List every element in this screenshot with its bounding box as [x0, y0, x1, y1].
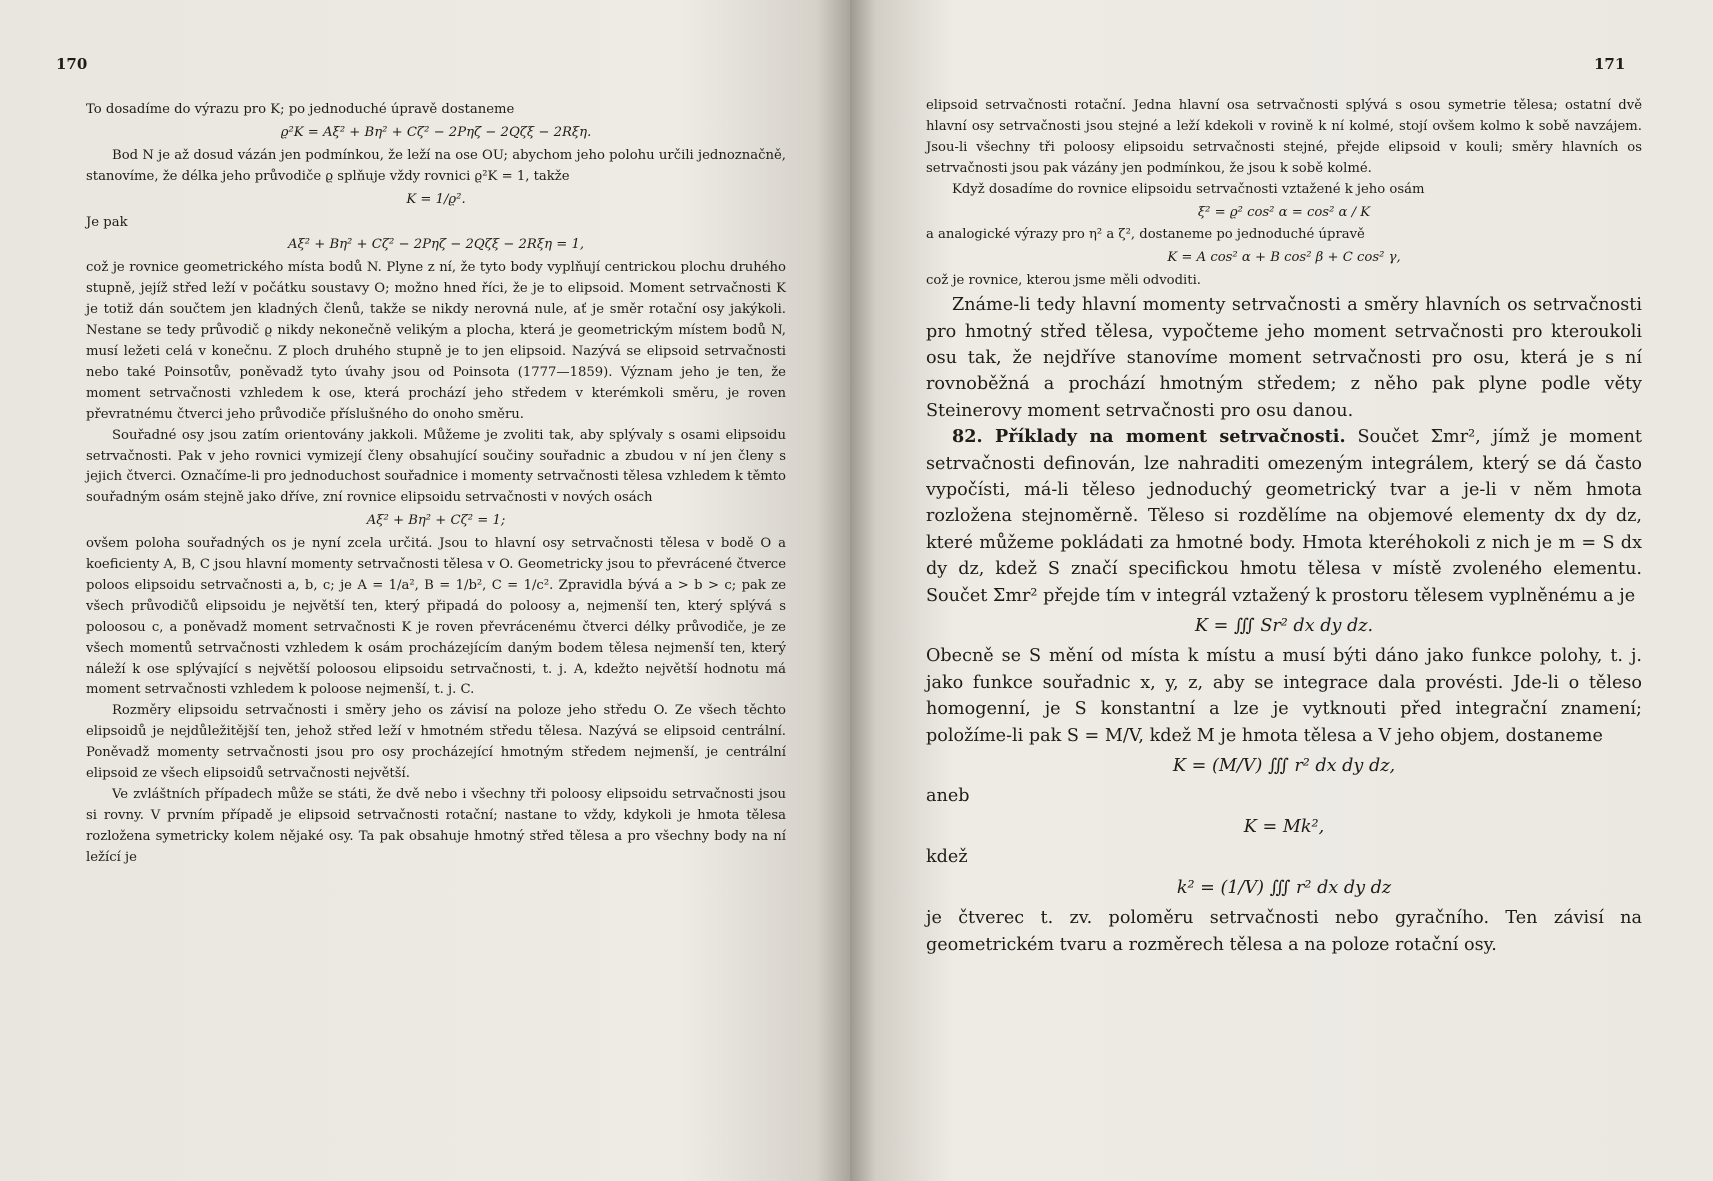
- equation: K = Mk²,: [1243, 816, 1325, 837]
- paragraph: Známe-li tedy hlavní momenty setrvačnosti a směry hlavních os setrvačnosti pro hmotný střed tělesa, vypočteme jeho moment setrvačnosti pro kteroukoli osu tak, že nejdříve stanovíme moment setrvačnosti pro osu, která je s ní rovnoběžná a prochází hmotným středem; z něho pak plyne podle věty Steinerovy moment setrvačnosti pro osu danou.: [926, 295, 1642, 421]
- left-page-text: [86, 100, 786, 869]
- right-page-large-text: [926, 292, 1642, 958]
- paragraph: Když dosadíme do rovnice elipsoidu setrvačnosti vztažené k jeho osám: [952, 181, 1425, 197]
- equation: Aξ² + Bη² + Cζ² = 1;: [366, 513, 506, 529]
- page-number-left: 170: [56, 55, 88, 73]
- section-paragraph: [926, 424, 1642, 609]
- paragraph: Rozměry elipsoidu setrvačnosti i směry jeho os závisí na poloze jeho středu O. Ze všech těchto elipsoidů je nejdůležitější ten, jehož střed leží v hmotném středu tělesa. Nazývá se elipsoid centrální. Poněvadž momenty setrvačnosti jsou pro osy procházející hmotným středem nejmenší, je centrální elipsoid ze všech elipsoidů setrvačnosti největší.: [86, 703, 786, 782]
- equation: Aξ² + Bη² + Cζ² − 2Pηζ − 2Qζξ − 2Rξη = 1,: [287, 237, 585, 253]
- page-number-right: 171: [1594, 55, 1626, 73]
- right-page: [850, 0, 1713, 1181]
- paragraph: ovšem poloha souřadných os je nyní zcela určitá. Jsou to hlavní osy setrvačnosti tělesa v bodě O a koeficienty A, B, C jsou hlavní momenty setrvačnosti tělesa v O. Geometricky jsou to převrácené čtverce poloos elipsoidu setrvačnosti a, b, c; je A = 1/a², B = 1/b², C = 1/c². Zpravidla bývá a > b > c; pak ze všech průvodičů elipsoidu je největší ten, který připadá do poloosy a, nejmenší ten, který splývá s poloosou c, a poněvadž moment setrvačnosti K je roven převrácenému čtverci délky průvodiče, je ze všech momentů setrvačnosti vzhledem k osám procházejícím daným bodem tělesa nejmenší ten, který náleží k ose splývající s největší poloosou elipsoidu setrvačnosti, t. j. A, kdežto největší hodnotu má moment setrvačnosti vzhledem k poloose nejmenší, t. j. C.: [86, 536, 786, 698]
- equation: K = 1/ϱ².: [406, 191, 466, 207]
- right-page-text: [926, 96, 1642, 958]
- paragraph: To dosadíme do výrazu pro K; po jednoduché úpravě dostaneme: [86, 102, 515, 117]
- paragraph: elipsoid setrvačnosti rotační. Jedna hlavní osa setrvačnosti splývá s osou symetrie tělesa; ostatní dvě hlavní osy setrvačnosti jsou stejné a leží kdekoli v rovině k ní kolmé, stojí ovšem kolmo k sobě navzájem. Jsou-li všechny tři poloosy elipsoidu setrvačnosti stejné, přejde elipsoid v kouli; směry hlavních os setrvačnosti jsou pak vázány jen podmínkou, že jsou k sobě kolmé.: [926, 98, 1642, 176]
- equation: K = A cos² α + B cos² β + C cos² γ,: [1167, 250, 1401, 266]
- equation: K = (M/V) ∭ r² dx dy dz,: [1172, 756, 1396, 777]
- equation: K = ∭ Sr² dx dy dz.: [1194, 616, 1374, 637]
- left-page: [0, 0, 850, 1181]
- section-heading: 82. Příklady na moment setrvačnosti.: [952, 426, 1346, 448]
- paragraph: Ve zvláštních případech může se státi, že dvě nebo i všechny tři poloosy elipsoidu setrvačnosti jsou si rovny. V prvním případě je elipsoid setrvačnosti rotační; nastane to vždy, kdykoli je hmota tělesa rozložena symetricky kolem nějaké osy. Ta pak obsahuje hmotný střed tělesa a pro všechny body na ní ležící je: [86, 787, 786, 865]
- paragraph: a analogické výrazy pro η² a ζ², dostaneme po jednoduché úpravě: [926, 227, 1365, 243]
- paragraph-text: Součet Σmr², jímž je moment setrvačnosti definován, lze nahraditi omezeným integrálem, který se dá často vypočísti, má-li těleso jednoduchý geometrický tvar a je-li v něm hmota rozložena stejnoměrně. Těleso si rozdělíme na objemové elementy dx dy dz, které můžeme pokládati za hmotné body. Hmota kteréhokoli z nich je m = S dx dy dz, kdež S značí specifickou hmotu tělesa v místě zvoleného elementu. Součet Σmr² přejde tím v integrál vztažený k prostoru tělesem vyplněnému a je: [926, 427, 1642, 606]
- paragraph: Souřadné osy jsou zatím orientovány jakkoli. Můžeme je zvoliti tak, aby splývaly s osami elipsoidu setrvačnosti. Pak v jeho rovnici vymizejí členy obsahující součiny souřadnic a zbudou v ní jen členy s jejich čtverci. Označíme-li pro jednoduchost souřadnice i momenty setrvačnosti tělesa vzhledem k těmto souřadným osám stejně jako dříve, zní rovnice elipsoidu setrvačnosti v nových osách: [86, 427, 786, 506]
- paragraph: Obecně se S mění od místa k místu a musí býti dáno jako funkce polohy, t. j. jako funkce souřadnic x, y, z, aby se integrace dala provésti. Jde-li o těleso homogenní, je S konstantní a lze je vytknouti před integrační znamení; položíme-li pak S = M/V, kdež M je hmota tělesa a V jeho objem, dostaneme: [926, 646, 1642, 746]
- paragraph: Bod N je až dosud vázán jen podmínkou, že leží na ose OU; abychom jeho polohu určili jednoznačně, stanovíme, že délka jeho průvodiče ϱ splňuje vždy rovnici ϱ²K = 1, takže: [86, 147, 786, 184]
- paragraph: Je pak: [86, 214, 128, 230]
- equation: ϱ²K = Aξ² + Bη² + Cζ² − 2Pηζ − 2Qζξ − 2Rξη.: [280, 124, 592, 140]
- paragraph: aneb: [926, 786, 970, 807]
- paragraph: což je rovnice, kterou jsme měli odvoditi.: [926, 273, 1201, 289]
- right-page-small-text: [926, 96, 1642, 292]
- equation: k² = (1/V) ∭ r² dx dy dz: [1176, 877, 1392, 898]
- paragraph: což je rovnice geometrického místa bodů N. Plyne z ní, že tyto body vyplňují centrickou plochu druhého stupně, jejíž střed leží v počátku soustavy O; možno hned říci, že je to elipsoid. Moment setrvačnosti K je totiž dán součtem jen kladných členů, takže se nikdy nerovná nule, ať je směr rotační osy jakýkoli. Nestane se tedy průvodič ϱ nikdy nekonečně velikým a plocha, která je geometrickým místem bodů N, musí ležeti celá v konečnu. Z ploch druhého stupně je to jen elipsoid. Nazývá se elipsoid setrvačnosti nebo také Poinsotův, poněvadž tyto úvahy jsou od Poinsota (1777—1859). Význam jeho je ten, že moment setrvačnosti vzhledem k ose, která prochází jeho středem v kterémkoli směru, je roven převratnému čtverci jeho průvodiče příslušného do onoho směru.: [86, 260, 786, 422]
- paragraph: kdež: [926, 847, 968, 868]
- paragraph: je čtverec t. zv. poloměru setrvačnosti nebo gyračního. Ten závisí na geometrickém tvaru a rozměrech tělesa a na poloze rotační osy.: [926, 908, 1642, 955]
- equation: ξ² = ϱ² cos² α = cos² α / K: [1197, 204, 1371, 220]
